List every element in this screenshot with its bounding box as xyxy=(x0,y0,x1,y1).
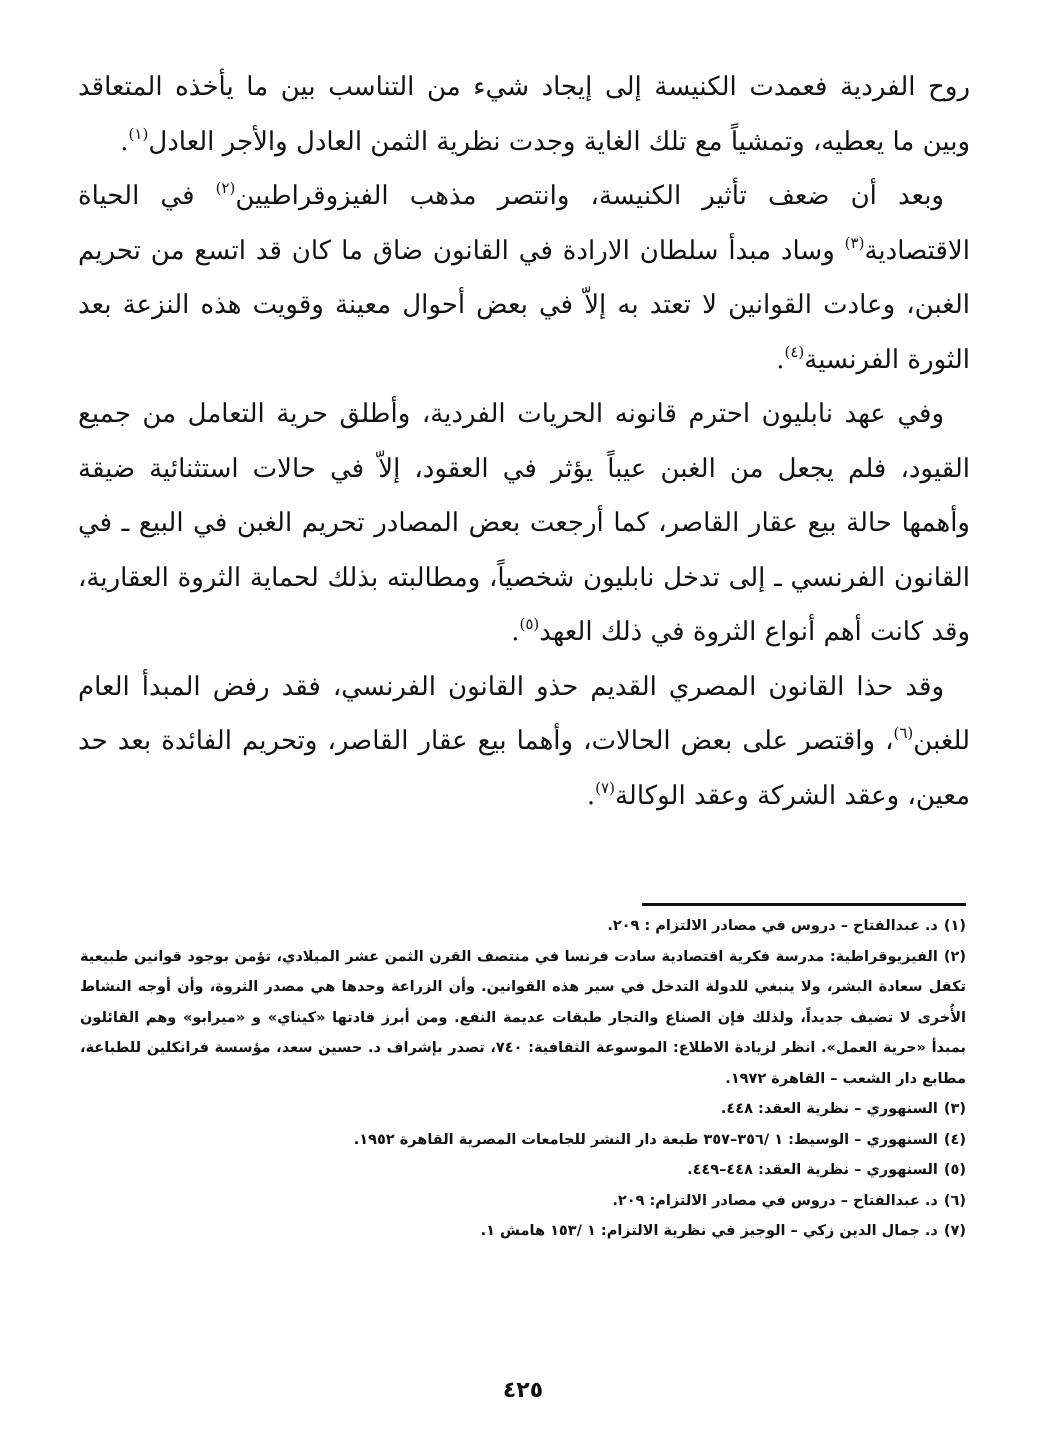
footnote-ref: (٥) xyxy=(519,615,540,633)
footnote-1: (١)د. عبدالفتاح – دروس في مصادر الالتزام : ٢٠٩. xyxy=(607,918,966,934)
footnote-3: (٣)السنهوري – نظرية العقد: ٤٤٨. xyxy=(720,1101,966,1117)
main-text xyxy=(78,60,970,823)
footnote-4: (٤)السنهوري – الوسيط: ١ /٣٥٦–٣٥٧ طبعة دار النشر للجامعات المصرية القاهرة ١٩٥٢. xyxy=(353,1131,966,1148)
footnote-7: (٧)د. جمال الدين زكي – الوجيز في نظرية الالتزام: ١ /١٥٣ هامش ١. xyxy=(480,1223,966,1239)
footnote-ref: (٦) xyxy=(893,724,914,742)
paragraph-1: روح الفردية فعمدت الكنيسة إلى إيجاد شيء من التناسب بين ما يأخذه المتعاقد وبين ما يعطيه، وتمشياً مع تلك الغاية وجدت نظرية الثمن العادل والأجر العادل$^{(١)}$. xyxy=(78,72,970,157)
footnote-ref: (٢) xyxy=(215,179,236,197)
paragraph-4: وقد حذا القانون المصري القديم حذو القانون الفرنسي، فقد رفض المبدأ العام للغبن$^{(٦)}$، واقتصر على بعض الحالات، وأهما بيع عقار القاصر، وتحريم الفائدة بعد حد معين، وعقد الشركة وعقد الوكالة$^{(٧)}$. xyxy=(78,671,970,811)
footnote-ref: (٣) xyxy=(844,233,865,252)
footnote-5: (٥)السنهوري – نظرية العقد: ٤٤٨–٤٤٩. xyxy=(687,1162,966,1178)
footnote-ref: (٤) xyxy=(784,342,805,361)
footnote-ref: (١) xyxy=(128,124,149,143)
page-number: ٤٢٥ xyxy=(502,1378,544,1403)
footnotes xyxy=(80,911,966,1247)
footnote-2: (٢)الفيزيوقراطية: مدرسة فكرية اقتصادية سادت فرنسا في منتصف القرن الثمن عشر الميلادي، تؤمن بوجود قوانين طبيعية تكفل سعادة البشر، ولا ينبغي للدولة التدخل في سير هذه القوانين. وأن الزراعة وحدها هي مصدر الثروة، وأن أوجه النشاط الأُخرى لا تضيف جديداً، ولذلك فإن الصناع والتجار طبقات عديمة النفع. ومن أبرز قادتها «كيناي» و «ميرابو» وهم القائلون بمبدأ «حرية العمل». انظر لزيادة الاطلاع: الموسوعة الثقافية: ٧٤٠، تصدر بإشراف د. حسين سعد، مؤسسة فرانكلين للطباعة، مطابع دار الشعب – القاهرة ١٩٧٢. xyxy=(80,948,967,1087)
footnote-6: (٦)د. عبدالفتاح – دروس في مصادر الالتزام: ٢٠٩. xyxy=(612,1192,966,1209)
footnote-divider xyxy=(642,903,966,906)
footnote-ref: (٧) xyxy=(595,778,615,797)
paragraph-2: وبعد أن ضعف تأثير الكنيسة، وانتصر مذهب الفيزوقراطيين$^{(٢)}$ في الحياة الاقتصادية$^{(٣)}$ وساد مبدأ سلطان الارادة في القانون ضاق ما كان قد اتسع من تحريم الغبن، وعادت القوانين لا تعتد به إلاّ في بعض أحوال معينة وقويت هذه النزعة بعد الثورة الفرنسية$^{(٤)}$. xyxy=(78,179,970,375)
paragraph-3: وفي عهد نابليون احترم قانونه الحريات الفردية، وأطلق حرية التعامل من جميع القيود، فلم يجعل من الغبن عيباً يؤثر في العقود، إلاّ في حالات استثنائية ضيقة وأهمها حالة بيع عقار القاصر، كما أرجعت بعض المصادر تحريم الغبن في البيع ـ في القانون الفرنسي ـ إلى تدخل نابليون شخصياً، ومطالبته بذلك لحماية الثروة العقارية، وقد كانت أهم أنواع الثروة في ذلك العهد$^{(٥)}$. xyxy=(78,399,970,647)
